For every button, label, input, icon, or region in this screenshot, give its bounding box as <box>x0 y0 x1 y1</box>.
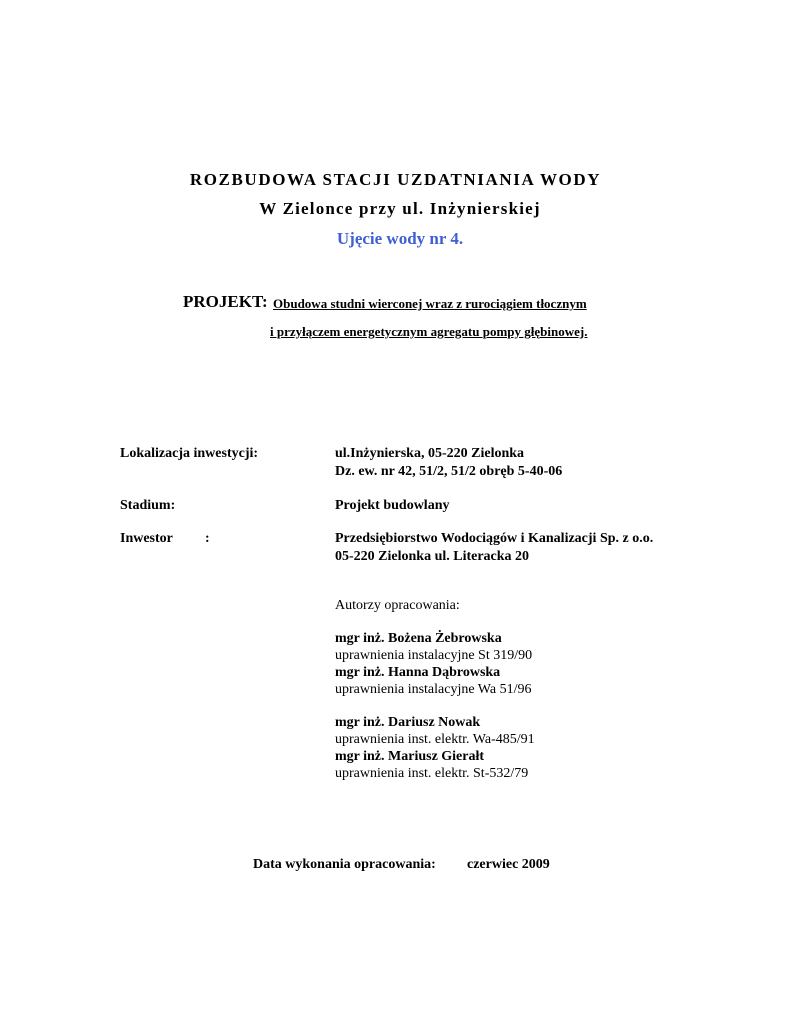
location-parcels: Dz. ew. nr 42, 51/2, 51/2 obręb 5-40-06 <box>335 464 563 479</box>
title-line-3: Ujęcie wody nr 4. <box>336 229 464 248</box>
stage-value: Projekt budowlany <box>335 498 450 513</box>
author-license: uprawnienia instalacyjne St 319/90 <box>335 648 533 663</box>
investor-name: Przedsiębiorstwo Wodociągów i Kanalizacji Sp. z o.o. <box>335 531 654 546</box>
investor-address: 05-220 Zielonka ul. Literacka 20 <box>335 549 530 564</box>
location-address: ul.Inżynierska, 05-220 Zielonka <box>335 446 525 461</box>
project-label: PROJEKT: <box>183 292 268 311</box>
author-license: uprawnienia inst. elektr. Wa-485/91 <box>335 732 535 747</box>
author-name: mgr inż. Dariusz Nowak <box>335 715 481 730</box>
stage-label: Stadium: <box>120 498 176 513</box>
author-name: mgr inż. Mariusz Gierałt <box>335 749 485 764</box>
date-value: czerwiec 2009 <box>467 857 550 872</box>
author-name: mgr inż. Hanna Dąbrowska <box>335 665 501 680</box>
author-name: mgr inż. Bożena Żebrowska <box>335 631 502 646</box>
project-description-line-1: Obudowa studni wierconej wraz z rurociągiem tłocznym <box>273 296 587 311</box>
investor-label: Inwestor <box>120 531 173 546</box>
title-line-1: ROZBUDOWA STACJI UZDATNIANIA WODY <box>189 170 602 189</box>
authors-heading: Autorzy opracowania: <box>335 598 460 613</box>
title-line-2: W Zielonce przy ul. Inżynierskiej <box>259 199 541 218</box>
author-license: uprawnienia instalacyjne Wa 51/96 <box>335 682 532 697</box>
project-description-line-2: i przyłączem energetycznym agregatu pompy głębinowej. <box>270 324 588 339</box>
investor-colon: : <box>205 531 210 546</box>
location-label: Lokalizacja inwestycji: <box>120 446 259 461</box>
date-label: Data wykonania opracowania: <box>253 857 436 872</box>
author-license: uprawnienia inst. elektr. St-532/79 <box>335 766 529 781</box>
